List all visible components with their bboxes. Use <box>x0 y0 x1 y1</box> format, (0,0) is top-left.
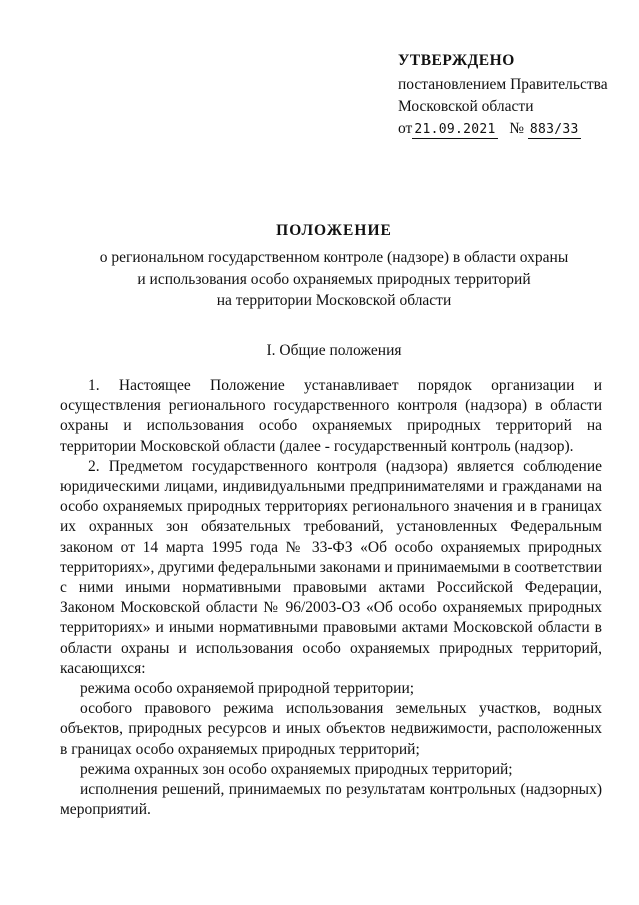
document-body <box>60 376 602 820</box>
approval-date-line <box>398 118 628 140</box>
list-item: режима охранных зон особо охраняемых природных территорий; <box>80 760 513 778</box>
date-prefix: от <box>398 120 413 137</box>
list-item: особого правового режима использования земельных участков, водных объектов, природных ресурсов и иных объектов недвижимости, расположенных в границах особо охраняемых природных территорий; <box>60 700 602 758</box>
section-heading: I. Общие положения <box>266 342 402 359</box>
approval-number: 883/33 <box>529 122 579 137</box>
number-sign: № <box>509 120 525 137</box>
list-item: исполнения решений, принимаемых по результатам контрольных (надзорных) мероприятий. <box>60 781 602 819</box>
document-title: ПОЛОЖЕНИЕ <box>276 222 392 239</box>
subtitle-line-3: на территории Московской области <box>216 292 452 309</box>
approval-heading: УТВЕРЖДЕНО <box>398 52 515 69</box>
document-subtitle <box>60 247 608 312</box>
subtitle-line-2: и использования особо охраняемых природных территорий <box>137 270 531 288</box>
subtitle-line-1: о региональном государственном контроле (надзоре) в области охраны <box>99 249 569 266</box>
approval-line-2: Московской области <box>398 98 534 115</box>
list-item: режима особо охраняемой природной территории; <box>80 680 415 698</box>
approval-line-1: постановлением Правительства <box>398 76 608 93</box>
approval-date: 21.09.2021 <box>414 122 496 137</box>
approval-stamp <box>398 50 628 140</box>
paragraph-2: 2. Предметом государственного контроля (надзора) является соблюдение юридическими лицами, индивидуальными предпринимателями и гражданами на особо охраняемых природных территориях регионального значения и в границах их охранных зон обязательных требований, установленных Федеральным законом от 14 марта 1995 года № 33-ФЗ «Об особо охраняемых природных территориях», другими федеральными законами и принимаемыми в соответствии с ними иными нормативными правовыми актами Российской Федерации, Законом Московской области № 96/2003-ОЗ «Об особо охраняемых природных территориях» и иными нормативными правовыми актами Московской области в области охраны и использования особо охраняемых природных территорий, касающихся: <box>60 457 602 677</box>
paragraph-1: 1. Настоящее Положение устанавливает порядок организации и осуществления регионального государственного контроля (надзора) в области охраны и использования особо охраняемых природных территорий на территории Московской области (далее - государственный контроль (надзор). <box>60 377 602 455</box>
